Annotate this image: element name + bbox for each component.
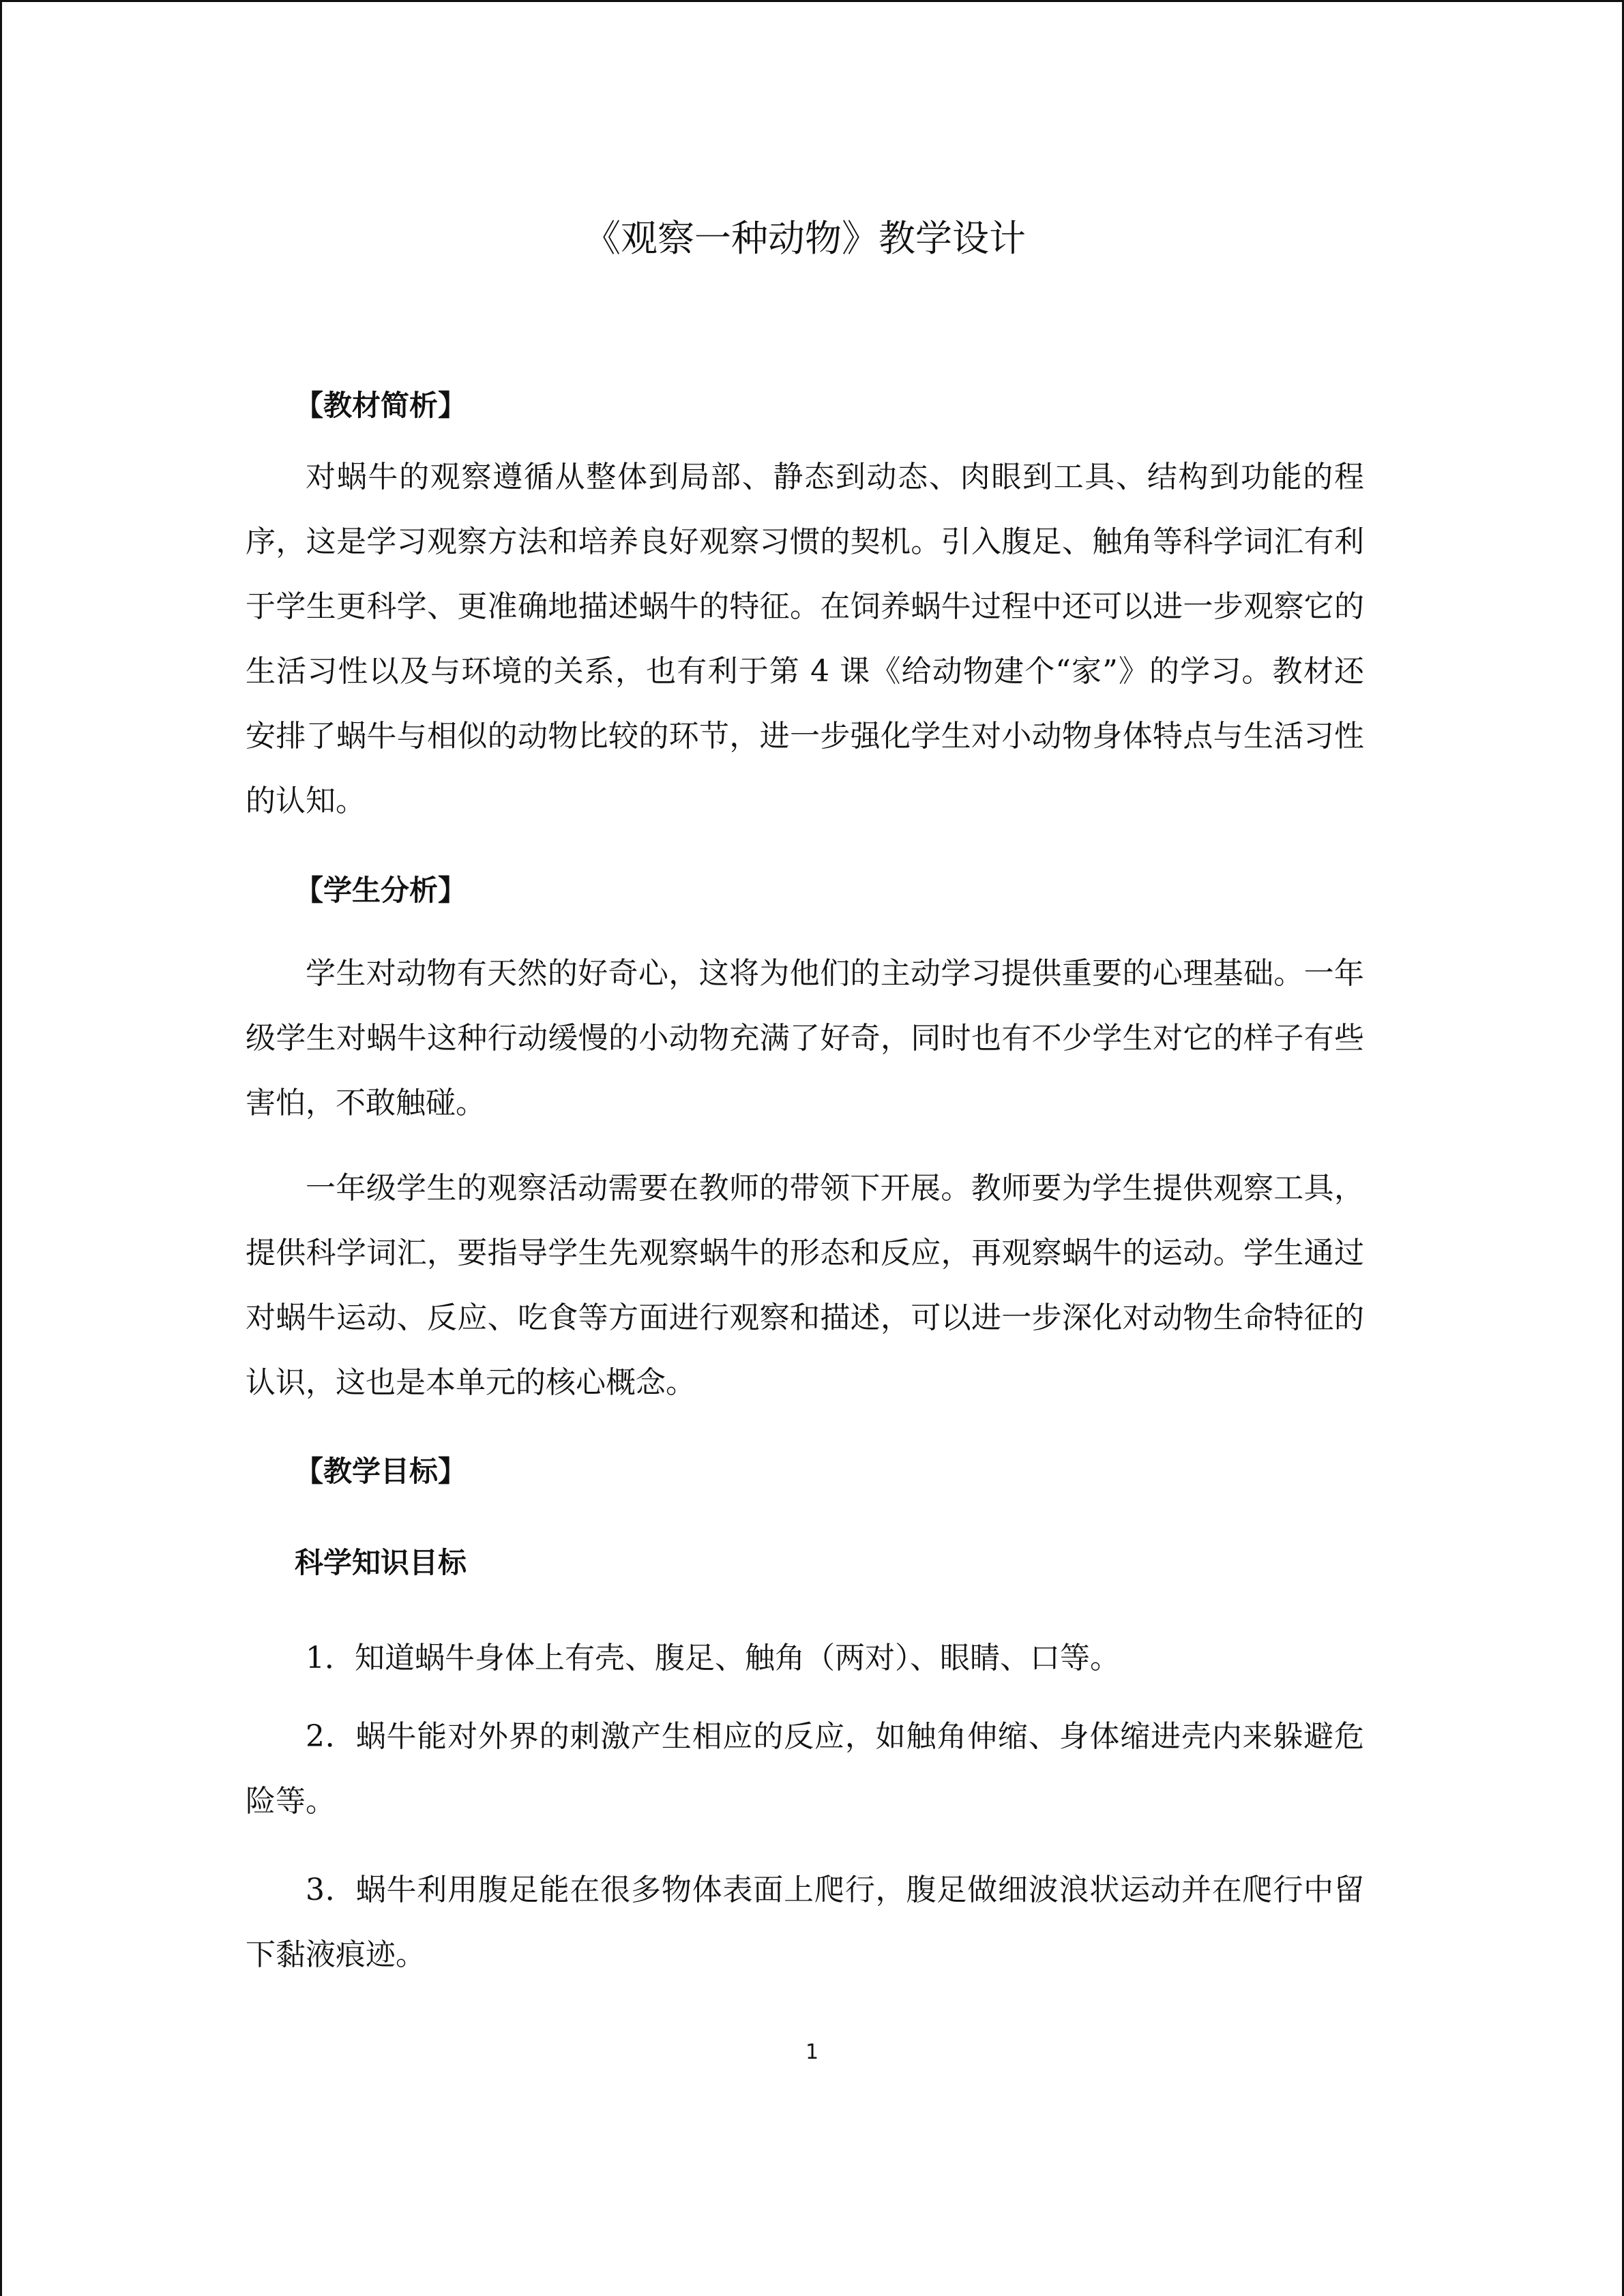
goal-item-1: 1．知道蜗牛身体上有壳、腹足、触角（两对）、眼睛、口等。 xyxy=(306,1641,1120,1675)
heading-student-analysis: 【学生分析】 xyxy=(295,874,467,907)
paragraph-material-analysis: 对蜗牛的观察遵循从整体到局部、静态到动态、肉眼到工具、结构到功能的程序，这是学习观察方法和培养良好观察习惯的契机。引入腹足、触角等科学词汇有利于学生更科学、更准确地描述蜗牛的特征。在饲养蜗牛过程中还可以进一步观察它的生活习性以及与环境的关系，也有利于第 4 课《给动物建个“家”》的学习。教材还安排了蜗牛与相似的动物比较的环节，进一步强化学生对小动物身体特点与生活习性的认知。 xyxy=(246,460,1364,818)
goal-item-2: 2．蜗牛能对外界的刺激产生相应的反应，如触角伸缩、身体缩进壳内来躲避危险等。 xyxy=(246,1719,1364,1819)
paragraph-student-analysis-1: 学生对动物有天然的好奇心，这将为他们的主动学习提供重要的心理基础。一年级学生对蜗牛这种行动缓慢的小动物充满了好奇，同时也有不少学生对它的样子有些害怕，不敢触碰。 xyxy=(246,956,1364,1120)
page-border-left xyxy=(0,0,2,2296)
subheading-science-knowledge-goals: 科学知识目标 xyxy=(295,1546,467,1579)
goal-item-3: 3．蜗牛利用腹足能在很多物体表面上爬行，腹足做细波浪状运动并在爬行中留下黏液痕迹。 xyxy=(246,1873,1364,1972)
page-border-top xyxy=(0,0,1624,2)
document-title: 《观察一种动物》教学设计 xyxy=(584,217,1026,260)
page-number: 1 xyxy=(805,2040,819,2064)
heading-teaching-goals: 【教学目标】 xyxy=(295,1455,467,1488)
paragraph-student-analysis-2: 一年级学生的观察活动需要在教师的带领下开展。教师要为学生提供观察工具，提供科学词汇，要指导学生先观察蜗牛的形态和反应，再观察蜗牛的运动。学生通过对蜗牛运动、反应、吃食等方面进行观察和描述，可以进一步深化对动物生命特征的认识，这也是本单元的核心概念。 xyxy=(246,1171,1364,1400)
heading-material-analysis: 【教材简析】 xyxy=(295,389,467,422)
